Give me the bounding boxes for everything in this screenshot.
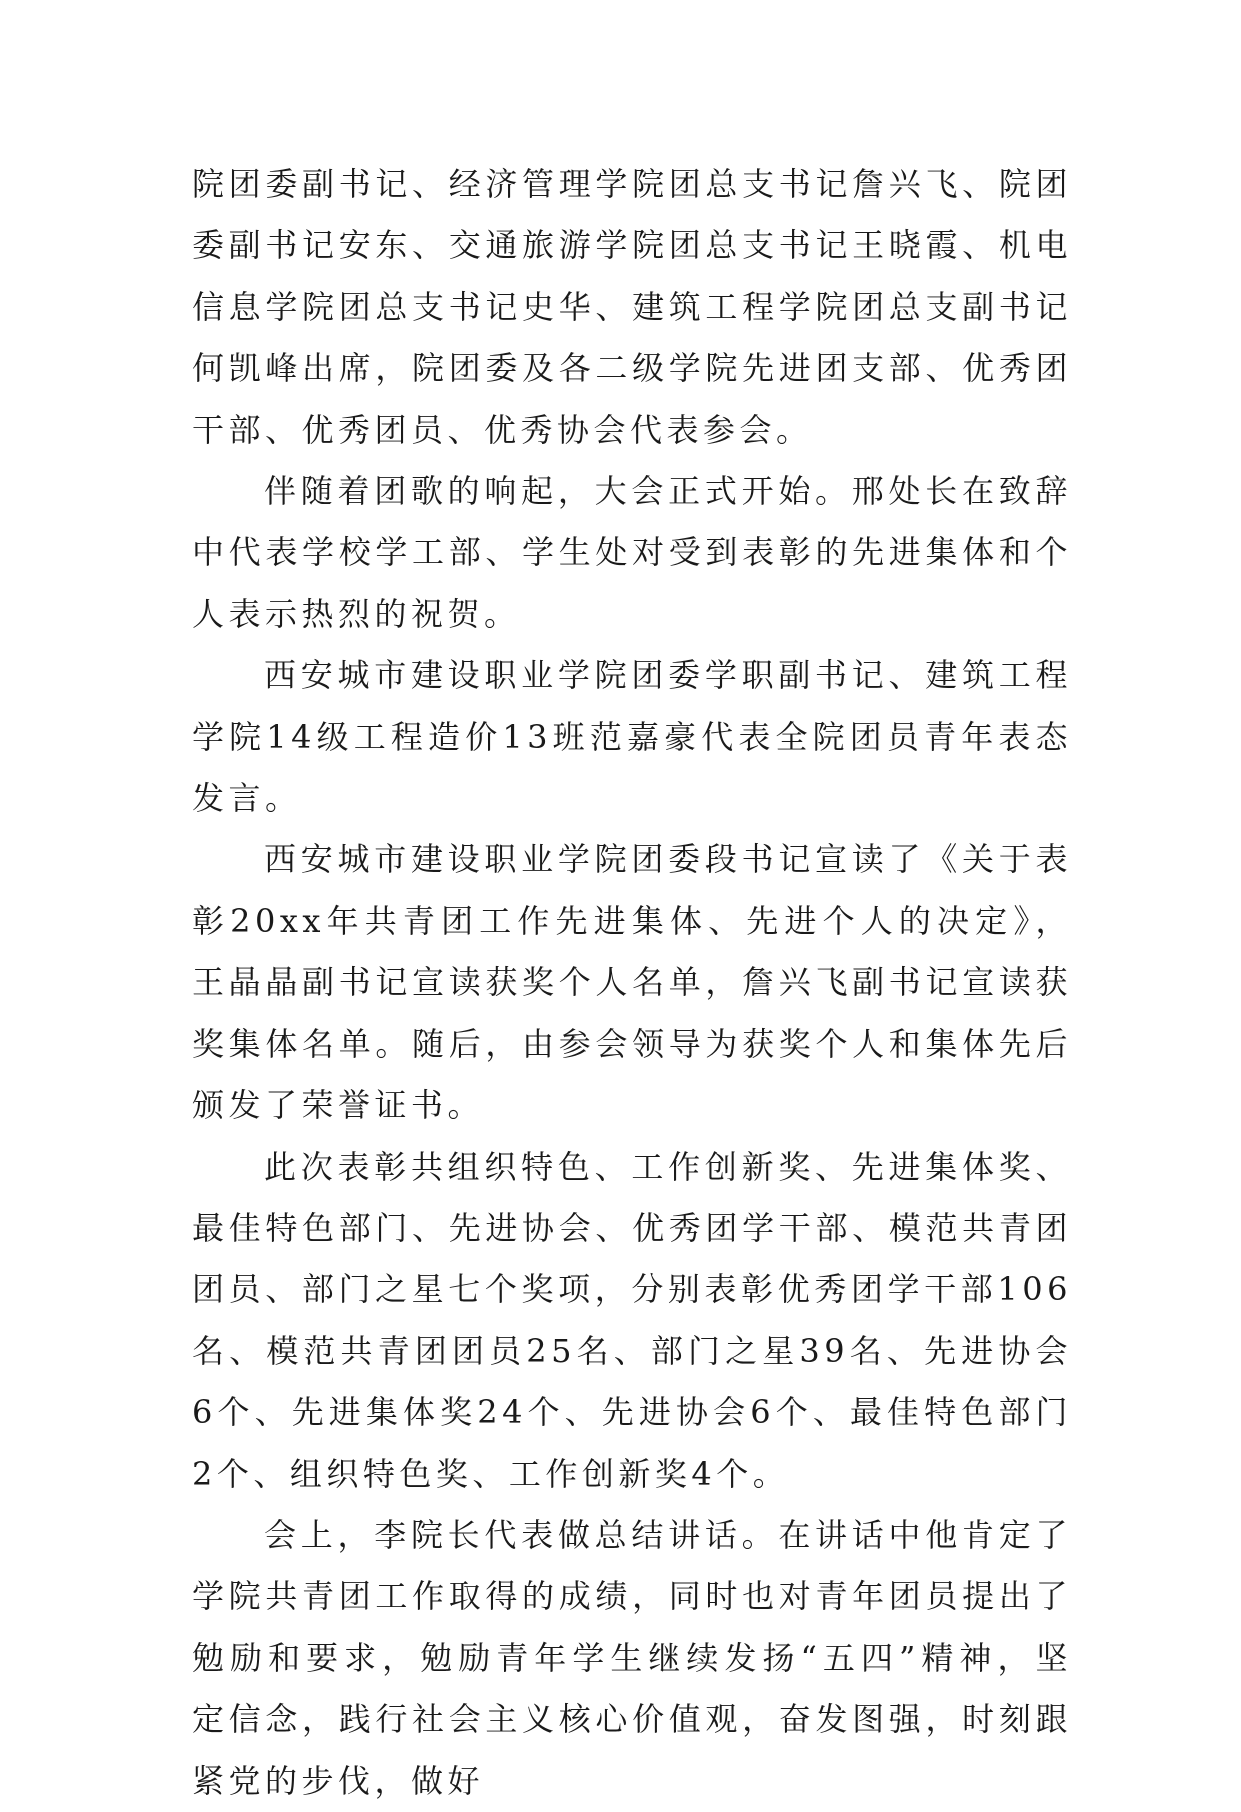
- paragraph: 会上，李院长代表做总结讲话。在讲话中他肯定了学院共青团工作取得的成绩，同时也对青年团员提出了勉励和要求，勉励青年学生继续发扬“五四”精神，坚定信念，践行社会主义核心价值观，奋发图强，时刻跟紧党的步伐，做好: [192, 1515, 1072, 1800]
- paragraph: 西安城市建设职业学院团委学职副书记、建筑工程学院14级工程造价13班范嘉豪代表全院团员青年表态发言。: [192, 656, 1072, 818]
- paragraph: 此次表彰共组织特色、工作创新奖、先进集体奖、最佳特色部门、先进协会、优秀团学干部、模范共青团团员、部门之星七个奖项，分别表彰优秀团学干部106 名、模范共青团团员25名、部门之星39名、先进协会6个、先进集体奖24个、先进协会6个、最佳特色部门2个、组织特色奖、工作创新奖4个。: [192, 1147, 1072, 1493]
- paragraph: 西安城市建设职业学院团委段书记宣读了《关于表彰20xx年共青团工作先进集体、先进个人的决定》，王晶晶副书记宣读获奖个人名单，詹兴飞副书记宣读获奖集体名单。随后，由参会领导为获奖个人和集体先后颁发了荣誉证书。: [192, 840, 1072, 1125]
- document-page: [192, 154, 1072, 1812]
- paragraph: 伴随着团歌的响起，大会正式开始。邢处长在致辞中代表学校学工部、学生处对受到表彰的先进集体和个人表示热烈的祝贺。: [192, 472, 1072, 633]
- paragraph: 院团委副书记、经济管理学院团总支书记詹兴飞、院团委副书记安东、交通旅游学院团总支书记王晓霞、机电信息学院团总支书记史华、建筑工程学院团总支副书记何凯峰出席，院团委及各二级学院先进团支部、优秀团干部、优秀团员、优秀协会代表参会。: [192, 165, 1072, 449]
